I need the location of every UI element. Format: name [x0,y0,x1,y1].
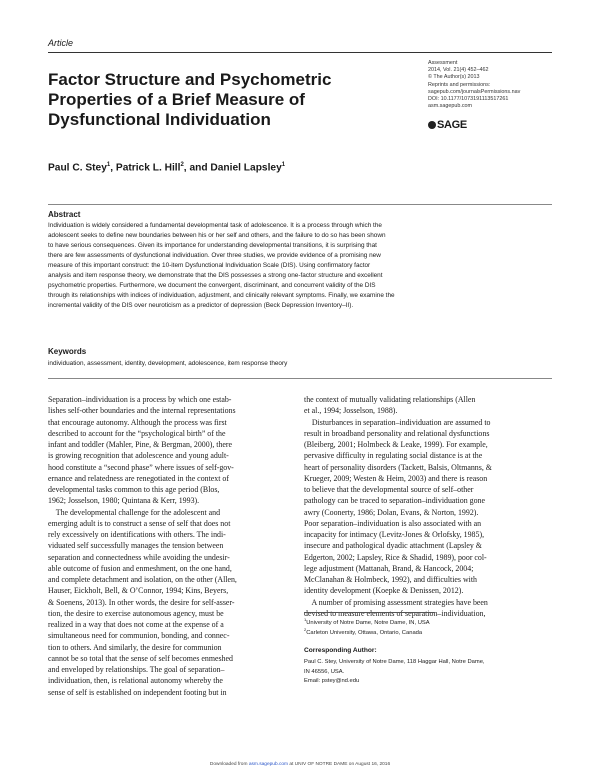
paper-title: Factor Structure and Psychometric Properties of a Brief Measure of Dysfunctional Individuation [48,70,332,129]
download-footer: Downloaded from asm.sagepub.com at UNIV OF NOTRE DAME on August 16, 2016 [209,762,391,767]
corresponding-author-heading: Corresponding Author: [304,647,377,654]
footnote-affiliation-2: $^2$Carleton University, Ottawa, Ontario, Canada [304,627,423,636]
header-rule [48,52,552,53]
journal-site-link[interactable]: asm.sagepub.com [248,762,289,767]
sage-logo: SAGE [428,119,467,131]
keywords-heading: Keywords [48,347,87,356]
footnote-rule [304,612,434,613]
abstract-bottom-rule [48,378,552,379]
footnote-affiliation-1: $^1$University of Notre Dame, Notre Dame, IN, USA [304,617,430,626]
article-type-label: Article [48,38,74,48]
sage-logo-icon [428,121,436,129]
journal-reprints: Reprints and permissions: [428,81,491,88]
body-column-left: Separation–individuation is a process by which one estab- lishes self-other boundaries and the internal representations that encourage autonomy. Although the process was first described to account for the “psychological birth” of the infant and toddler (Mahler, Pine, & Bergman, 2000), there is growing recognition that adolescence and young adult- hood constitute a “second phase” where issues of self-gov- ernance and relatedness are renegotiated in the context of developmental tasks common to this age period (Blos, 1962; Josselson, 1980; Quintana & Kerr, 1993). The developmental challenge for the adolescent and emerging adult is to construct a sense of self that does not rely excessively on identifications with others. The indi- viduated self successfully manages the tension between separation and connectedness while avoiding the undesir- able outcome of fusion and enmeshment, on the one hand, and complete detachment and isolation, on the other (Allen, Hauser, Eickholt, Bell, & O’Connor, 1994; Kins, Beyers, & Soenens, 2013). In other words, the desire for self-asser- tion, the desire to exercise autonomous agency, must be realized in a way that does not come at the expense of a simultaneous need for communion, bonding, and connec- tion to others. And similarly, the desire for communion cannot be so total that the sense of self becomes enmeshed and enveloped by relationships. The goal of separation– individuation, then, is relational autonomy whereby the sense of self is established on independent footing but in [48,395,237,697]
journal-permissions-link[interactable]: sagepub.com/journalsPermissions.nav [428,88,521,95]
author-name: Paul C. Stey [48,162,107,174]
journal-volume: 2014, Vol. 21(4) 452–462 [428,67,489,74]
journal-info [428,60,558,110]
corresponding-author-details: Paul C. Stey, University of Notre Dame, 118 Haggar Hall, Notre Dame, IN 46556, USA. Email: pstey@nd.edu [304,658,485,687]
abstract-top-rule [48,204,552,205]
author-list: Paul C. Stey$^1$, Patrick L. Hill$^2$, and Daniel Lapsley$^1$ [48,162,286,174]
journal-doi[interactable]: DOI: 10.1177/1073191113517261 [428,96,509,103]
body-column-right: the context of mutually validating relationships (Allen et al., 1994; Josselson, 1988). Disturbances in separation–individuation are assumed to result in broadband personality and relational dysfunctions (Bleiberg, 2001; Holmbeck & Leake, 1999). For example, pervasive difficulty in regulating social distance is at the heart of personality disorders (Tackett, Balsis, Oltmanns, & Krueger, 2009; Westen & Heim, 2003) and there is reason to believe that the developmental source of self–other pathology can be traced to separation–individuation gone awry (Coonerty, 1986; Dolan, Evans, & Norton, 1992). Poor separation–individuation is also associated with an incapacity for intimacy (Levitz-Jones & Orlofsky, 1985), insecure and pathological dyadic attachment (Lapsley & Edgerton, 2002; Lapsley, Rice & Shadid, 1989), poor col- lege adjustment (Mattanah, Brand, & Hancock, 2004; McClanahan & Holmbeck, 1992), and difficulties with identity development (Koepke & Denissen, 2012). A number of promising assessment strategies have been devised to measure elements of separation–individuation, [304,395,492,618]
affiliation-marker: 2 [180,162,184,168]
abstract-heading: Abstract [48,210,81,219]
author-name: Daniel Lapsley [210,162,282,174]
journal-name: Assessment [428,60,458,66]
journal-copyright: © The Author(s) 2013 [428,74,480,81]
affiliation-marker: 1 [281,162,286,168]
keywords-list: individuation, assessment, identity, development, adolescence, item response theory [48,360,288,367]
author-email[interactable]: Email: pstey@nd.edu [304,678,360,684]
author-name: Patrick L. Hill [115,162,181,174]
abstract-text: Individuation is widely considered a fundamental developmental task of adolescence. It is a process through which the adolescent seeks to define new boundaries between his or her self and others, and the failure to do so has been shown to have serious consequences. Given its importance for understanding developmental transitions, it is surprising that there are few assessments of dysfunctional individuation. Over three studies, we provide evidence of a promising new measure of this important construct: the 10-item Dysfunctional Individuation Scale (DIS). Using confirmatory factor analysis and item response theory, we demonstrate that the DIS possesses a strong one-factor structure and excellent psychometric properties. Furthermore, we document the convergent, discriminant, and concurrent validity of the DIS through its relationships with indices of individuation, adjustment, and clinically relevant symptoms. Finally, we examine the incremental validity of the DIS over neuroticism as a predictor of depression (Beck Depression Inventory–II). [48,222,395,309]
journal-url[interactable]: asm.sagepub.com [428,103,473,110]
affiliation-marker: 1 [106,162,111,168]
